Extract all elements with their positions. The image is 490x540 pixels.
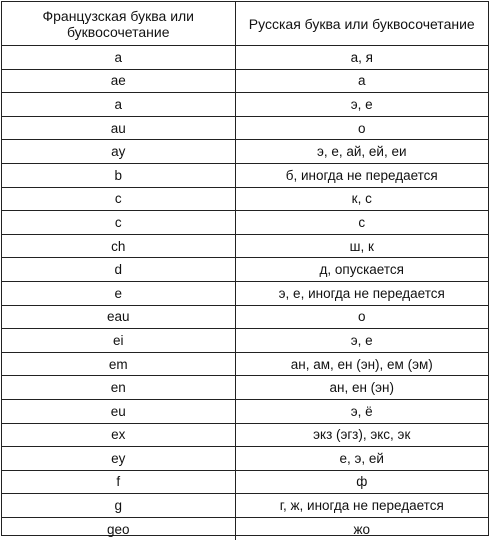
cell-french: geo [2,517,235,540]
cell-french: ey [2,447,235,471]
cell-french: ex [2,423,235,447]
header-russian: Русская буква или буквосочетание [235,2,488,46]
table-row [2,187,488,211]
cell-russian: с [235,211,488,235]
table-row [2,352,488,376]
cell-russian: э, е, ай, ей, еи [235,140,488,164]
cell-russian: ф [235,470,488,494]
table-row [2,494,488,518]
table-row [2,376,488,400]
table-row [2,211,488,235]
cell-russian: э, е, иногда не передается [235,281,488,305]
header-french: Французская буква или буквосочетание [2,2,235,46]
cell-french: en [2,376,235,400]
table-row [2,470,488,494]
cell-french: a [2,46,235,70]
table-body [2,46,488,540]
table-row [2,258,488,282]
cell-french: ch [2,234,235,258]
header-row [2,2,488,46]
cell-french: eau [2,305,235,329]
cell-french: f [2,470,235,494]
cell-russian: о [235,305,488,329]
table-row [2,281,488,305]
cell-french: au [2,116,235,140]
cell-french: eu [2,399,235,423]
table-row [2,140,488,164]
cell-russian: ан, ен (эн) [235,376,488,400]
table-row [2,234,488,258]
cell-russian: экз (эгз), экс, эк [235,423,488,447]
cell-french: a [2,93,235,117]
cell-russian: а, я [235,46,488,70]
cell-russian: а [235,69,488,93]
transliteration-table [2,2,488,540]
cell-russian: э, е [235,93,488,117]
table-row [2,93,488,117]
table-header [2,2,488,46]
cell-russian: ш, к [235,234,488,258]
table-row [2,46,488,70]
cell-french: c [2,187,235,211]
transliteration-table-container [1,1,489,536]
cell-french: em [2,352,235,376]
cell-russian: э, ё [235,399,488,423]
table-row [2,305,488,329]
table-row [2,116,488,140]
cell-french: d [2,258,235,282]
cell-russian: о [235,116,488,140]
cell-french: c [2,211,235,235]
table-row [2,329,488,353]
cell-french: b [2,163,235,187]
cell-french: ei [2,329,235,353]
cell-russian: б, иногда не передается [235,163,488,187]
table-row [2,447,488,471]
table-row [2,399,488,423]
cell-russian: г, ж, иногда не передается [235,494,488,518]
cell-french: e [2,281,235,305]
cell-russian: е, э, ей [235,447,488,471]
cell-russian: э, е [235,329,488,353]
cell-russian: д, опускается [235,258,488,282]
cell-french: g [2,494,235,518]
cell-french: ae [2,69,235,93]
cell-french: ay [2,140,235,164]
cell-russian: ан, ам, ен (эн), ем (эм) [235,352,488,376]
cell-russian: к, с [235,187,488,211]
table-row [2,163,488,187]
table-row [2,423,488,447]
table-row [2,69,488,93]
cell-russian: жо [235,517,488,540]
